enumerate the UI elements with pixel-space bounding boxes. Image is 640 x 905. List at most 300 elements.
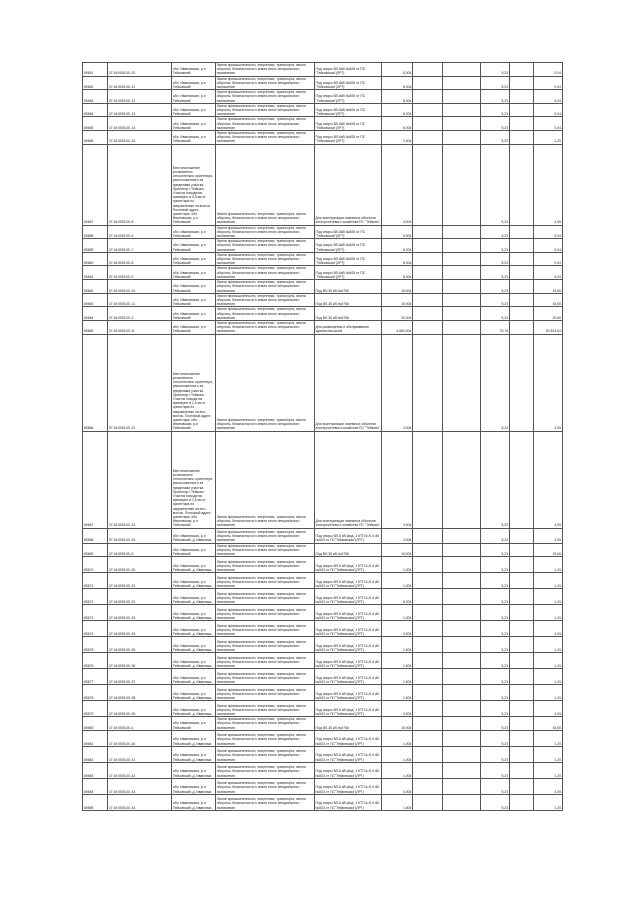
- empty-cell: [413, 225, 442, 239]
- location-cell: обл. Ивановская, р-н Тейковский, д. Ивановка: [171, 637, 215, 653]
- rate-cell: 5,23: [480, 543, 509, 557]
- value-cell: 0,04: [533, 76, 562, 90]
- land-category-cell: Земли промышленности, энергетики, транспорта, земли обороны, безопасности и земли иного специального назначения: [215, 669, 314, 685]
- permitted-use-cell: Под опоры ВЛ-6 кВ фид. 1 КТП-6 /0,4 кВ №603 от ПС"Тейковская"(ЛРТ): [314, 778, 381, 794]
- row-id-cell: 80656: [83, 131, 108, 145]
- cadastral-number-cell: 37:16:050103:-42: [107, 762, 171, 778]
- area-cell: 15,004: [381, 543, 412, 557]
- location-cell: обл. Ивановская, р-н Тейковский, д. Ивановка: [171, 730, 215, 746]
- land-category-cell: Земли промышленности, энергетики, транспорта, земли обороны, безопасности и земли иного специального назначения: [215, 573, 314, 589]
- land-category-cell: Земли промышленности, энергетики, транспорта, земли обороны, безопасности и земли иного специального назначения: [215, 589, 314, 605]
- land-category-cell: Земли промышленности, энергетики, транспорта, земли обороны, безопасности и земли иного специального назначения: [215, 746, 314, 762]
- value-cell: 1,20: [533, 557, 562, 573]
- location-cell: обл. Ивановская, р-н Тейковский, д. Ивановка: [171, 762, 215, 778]
- location-cell: обл. Ивановская, р-н Тейковский: [171, 320, 215, 334]
- rate-cell: 5,23: [480, 76, 509, 90]
- row-id-cell: 80683: [83, 762, 108, 778]
- empty-cell: [510, 131, 534, 145]
- land-category-cell: Земли промышленности, энергетики, транспорта, земли обороны, безопасности и земли иного специального назначения: [215, 528, 314, 543]
- row-id-cell: 80652: [83, 76, 108, 90]
- table-row: [83, 778, 563, 794]
- land-category-cell: Земли промышленности, энергетики, транспорта, земли обороны, безопасности и земли иного специального назначения: [215, 762, 314, 778]
- row-id-cell: 80658: [83, 225, 108, 239]
- value-cell: 1,20: [533, 669, 562, 685]
- land-category-cell: Земли промышленности, энергетики, транспорта, земли обороны, безопасности и земли иного специального назначения: [215, 239, 314, 253]
- area-cell: 8,004: [381, 225, 412, 239]
- empty-cell: [413, 701, 442, 717]
- row-id-cell: 80675: [83, 637, 108, 653]
- location-cell: обл. Ивановская, р-н Тейковский, д. Ивановка: [171, 621, 215, 637]
- rate-cell: 5,23: [480, 621, 509, 637]
- empty-cell: [413, 131, 442, 145]
- land-category-cell: Земли промышленности, энергетики, транспорта, земли обороны, безопасности и земли иного специального назначения: [215, 90, 314, 104]
- table-row: [83, 794, 563, 810]
- permitted-use-cell: Под опоры ВЛ-6 кВ фид. 1 КТП-6 /0,4 кВ №603 от ПС"Тейковская"(ЛРТ): [314, 794, 381, 810]
- rate-cell: 5,23: [480, 293, 509, 307]
- rate-cell: 5,23: [480, 307, 509, 321]
- rate-cell: 5,23: [480, 605, 509, 621]
- value-cell: 1,20: [533, 746, 562, 762]
- value-cell: 0,04: [533, 103, 562, 117]
- value-cell: 54 813,64: [533, 320, 562, 334]
- land-category-cell: Земли промышленности, энергетики, транспорта, земли обороны, безопасности и земли иного специального назначения: [215, 730, 314, 746]
- area-cell: 4,004: [381, 778, 412, 794]
- rate-cell: 5,23: [480, 557, 509, 573]
- empty-cell: [510, 76, 534, 90]
- cadastral-number-cell: 37:16:050103:-3r: [107, 320, 171, 334]
- row-id-cell: 80666: [83, 334, 108, 431]
- area-cell: 4 680,004: [381, 320, 412, 334]
- table-row: [83, 307, 563, 321]
- rate-cell: 5,23: [480, 685, 509, 701]
- empty-cell: [413, 717, 442, 731]
- empty-cell: [510, 730, 534, 746]
- empty-cell: [413, 528, 442, 543]
- area-cell: 20,004: [381, 307, 412, 321]
- table-row: [83, 76, 563, 90]
- land-category-cell: Земли промышленности, энергетики, транспорта, земли обороны, безопасности и земли иного специального назначения: [215, 252, 314, 266]
- empty-cell: [510, 334, 534, 431]
- rate-cell: 5,23: [480, 225, 509, 239]
- row-id-cell: 80669: [83, 543, 108, 557]
- land-category-cell: Земли промышленности, энергетики, транспорта, земли обороны, безопасности и земли иного специального назначения: [215, 63, 314, 77]
- table-row: [83, 669, 563, 685]
- row-id-cell: 80685: [83, 794, 108, 810]
- rate-cell: 5,23: [480, 252, 509, 266]
- table-row: [83, 334, 563, 431]
- area-cell: 8,004: [381, 90, 412, 104]
- area-cell: 1,604: [381, 794, 412, 810]
- cadastral-number-cell: 37:16:050103:-40: [107, 730, 171, 746]
- empty-cell: [510, 117, 534, 131]
- value-cell: 0,04: [533, 117, 562, 131]
- value-cell: 1,20: [533, 131, 562, 145]
- permitted-use-cell: Для эксплуатации наземных объектов электросетевого хозяйства ПС "Тейково": [314, 334, 381, 431]
- area-cell: 4,004: [381, 528, 412, 543]
- empty-cell: [413, 653, 442, 669]
- value-cell: 0,04: [533, 63, 562, 77]
- empty-cell: [442, 605, 480, 621]
- value-cell: 1,20: [533, 605, 562, 621]
- permitted-use-cell: Под опоры ВЛ-6 кВ фид. 1 КТП-6 /0,4 кВ №603 от ПС"Тейковская"(ЛРТ): [314, 730, 381, 746]
- empty-cell: [442, 701, 480, 717]
- row-id-cell: 80663: [83, 293, 108, 307]
- land-category-cell: Земли промышленности, энергетики, транспорта, земли обороны, безопасности и земли иного специального назначения: [215, 144, 314, 225]
- cadastral-number-cell: 37:16:050103:-33: [107, 605, 171, 621]
- empty-cell: [442, 730, 480, 746]
- location-cell: обл. Ивановская, р-н Тейковский, д. Ивановка: [171, 653, 215, 669]
- empty-cell: [442, 280, 480, 294]
- permitted-use-cell: Под опоры ВЛ-6 кВ фид. 1 КТП-6 /0,4 кВ №603 от ПС"Тейковская"(ЛРТ): [314, 605, 381, 621]
- area-cell: 1,604: [381, 131, 412, 145]
- land-category-cell: Земли промышленности, энергетики, транспорта, земли обороны, безопасности и земли иного специального назначения: [215, 293, 314, 307]
- cadastral-number-cell: 37:16:050103:-15: [107, 131, 171, 145]
- empty-cell: [510, 266, 534, 280]
- row-id-cell: 80655: [83, 117, 108, 131]
- rate-cell: 5,23: [480, 762, 509, 778]
- land-category-cell: Земли промышленности, энергетики, транспорта, земли обороны, безопасности и земли иного специального назначения: [215, 717, 314, 731]
- empty-cell: [510, 103, 534, 117]
- area-cell: 1,004: [381, 573, 412, 589]
- value-cell: 15,60: [533, 543, 562, 557]
- table-row: [83, 528, 563, 543]
- empty-cell: [510, 605, 534, 621]
- permitted-use-cell: Под опоры ВЛ-6 кВ фид. 1 КТП-6 /0,4 кВ №603 от ПС"Тейковская"(ЛРТ): [314, 701, 381, 717]
- land-category-cell: Земли промышленности, энергетики, транспорта, земли обороны, безопасности и земли иного специального назначения: [215, 280, 314, 294]
- rate-cell: 5,23: [480, 589, 509, 605]
- permitted-use-cell: Под ВЛ-35 кВ №6756: [314, 543, 381, 557]
- rate-cell: 5,23: [480, 637, 509, 653]
- empty-cell: [510, 63, 534, 77]
- table-row: [83, 117, 563, 131]
- row-id-cell: 80670: [83, 557, 108, 573]
- empty-cell: [510, 717, 534, 731]
- location-cell: обл. Ивановская, р-н Тейковский: [171, 717, 215, 731]
- cadastral-number-cell: 37:16:050103:-31: [107, 573, 171, 589]
- value-cell: 1,20: [533, 762, 562, 778]
- cadastral-number-cell: 37:16:050103:-11: [107, 293, 171, 307]
- table-row: [83, 762, 563, 778]
- permitted-use-cell: Под опоры ВЛ-6 кВ фид. 1 КТП-6 /0,4 кВ №603 от ПС"Тейковская"(ЛРТ): [314, 685, 381, 701]
- table-row: [83, 103, 563, 117]
- empty-cell: [413, 334, 442, 431]
- empty-cell: [442, 117, 480, 131]
- empty-cell: [510, 307, 534, 321]
- value-cell: 20,60: [533, 307, 562, 321]
- land-category-cell: Земли промышленности, энергетики, транспорта, земли обороны, безопасности и земли иного специального назначения: [215, 320, 314, 334]
- empty-cell: [510, 637, 534, 653]
- table-row: [83, 605, 563, 621]
- land-category-cell: Земли промышленности, энергетики, транспорта, земли обороны, безопасности и земли иного специального назначения: [215, 131, 314, 145]
- empty-cell: [510, 528, 534, 543]
- table-row: [83, 131, 563, 145]
- row-id-cell: 80673: [83, 605, 108, 621]
- row-id-cell: 80677: [83, 669, 108, 685]
- location-cell: обл. Ивановская, р-н Тейковский: [171, 117, 215, 131]
- empty-cell: [510, 762, 534, 778]
- table-row: [83, 637, 563, 653]
- table-row: [83, 557, 563, 573]
- row-id-cell: 80680: [83, 717, 108, 731]
- land-category-cell: Земли промышленности, энергетики, транспорта, земли обороны, безопасности и земли иного специального назначения: [215, 103, 314, 117]
- permitted-use-cell: Под опоры ВЛ-6 кВ фид. 1 КТП-6 /0,4 кВ №603 от ПС"Тейковская"(ЛРТ): [314, 573, 381, 589]
- rate-cell: 5,23: [480, 717, 509, 731]
- empty-cell: [413, 307, 442, 321]
- empty-cell: [413, 557, 442, 573]
- location-cell: обл. Ивановская, р-н Тейковский, д. Ивановка: [171, 669, 215, 685]
- row-id-cell: 80654: [83, 103, 108, 117]
- land-category-cell: Земли промышленности, энергетики, транспорта, земли обороны, безопасности и земли иного специального назначения: [215, 778, 314, 794]
- land-plots-table: [82, 62, 563, 811]
- cadastral-number-cell: 37:16:050103:-5: [107, 144, 171, 225]
- empty-cell: [413, 144, 442, 225]
- permitted-use-cell: Под опоры ВЛ-6 кВ фид. 1 КТП-6 /0,4 кВ №603 от ПС"Тейковская"(ЛРТ): [314, 621, 381, 637]
- area-cell: 8,004: [381, 252, 412, 266]
- land-category-cell: Земли промышленности, энергетики, транспорта, земли обороны, безопасности и земли иного специального назначения: [215, 117, 314, 131]
- row-id-cell: 80653: [83, 90, 108, 104]
- cadastral-number-cell: 37:16:050103:-7: [107, 239, 171, 253]
- row-id-cell: 80676: [83, 653, 108, 669]
- empty-cell: [413, 293, 442, 307]
- empty-cell: [413, 605, 442, 621]
- location-cell: обл. Ивановская, р-н Тейковский: [171, 543, 215, 557]
- permitted-use-cell: Под опоры ВЛ-6кВ №608 от ПС "Тейковская"(ЛРТ): [314, 131, 381, 145]
- row-id-cell: 80668: [83, 528, 108, 543]
- empty-cell: [442, 225, 480, 239]
- rate-cell: 5,23: [480, 90, 509, 104]
- location-cell: обл. Ивановская, р-н Тейковский: [171, 225, 215, 239]
- cadastral-number-cell: 37:16:050103:-37: [107, 669, 171, 685]
- rate-cell: 5,23: [480, 794, 509, 810]
- location-cell: Местоположение установлено относительно ориентира, расположенного за пределами участка. Ориентир г.Тейково. Участок находится примерно в 1,5 км от ориентира по направлению на юго-восток. Почтовый адрес ориентира: обл. Ивановская, р-н Тейковский: [171, 334, 215, 431]
- value-cell: 1,20: [533, 589, 562, 605]
- empty-cell: [510, 543, 534, 557]
- location-cell: обл. Ивановская, р-н Тейковский: [171, 63, 215, 77]
- row-id-cell: 80671: [83, 573, 108, 589]
- row-id-cell: 80667: [83, 431, 108, 528]
- rate-cell: 5,23: [480, 103, 509, 117]
- empty-cell: [413, 103, 442, 117]
- table-row: [83, 653, 563, 669]
- cadastral-number-cell: 37:16:050103:-24: [107, 528, 171, 543]
- empty-cell: [442, 334, 480, 431]
- permitted-use-cell: Под опоры ВЛ-6кВ №608 от ПС "Тейковская"(ЛРТ): [314, 103, 381, 117]
- cadastral-number-cell: 37:16:050103:-38: [107, 685, 171, 701]
- area-cell: 1,004: [381, 605, 412, 621]
- table-row: [83, 320, 563, 334]
- row-id-cell: 80679: [83, 701, 108, 717]
- land-category-cell: Земли промышленности, энергетики, транспорта, земли обороны, безопасности и земли иного специального назначения: [215, 543, 314, 557]
- empty-cell: [413, 794, 442, 810]
- cadastral-number-cell: 37:16:050103:-12: [107, 90, 171, 104]
- empty-cell: [442, 794, 480, 810]
- table-row: [83, 431, 563, 528]
- location-cell: обл. Ивановская, р-н Тейковский: [171, 103, 215, 117]
- rate-cell: 5,23: [480, 144, 509, 225]
- area-cell: 8,004: [381, 76, 412, 90]
- permitted-use-cell: Под опоры ВЛ-6 кВ фид. 1 КТП-6 /0,4 кВ №603 от ПС"Тейковская"(ЛРТ): [314, 762, 381, 778]
- permitted-use-cell: Под опоры ВЛ-6кВ №608 от ПС "Тейковская"(ЛРТ): [314, 90, 381, 104]
- permitted-use-cell: Под ВЛ-35 кВ №6756: [314, 717, 381, 731]
- empty-cell: [442, 103, 480, 117]
- area-cell: 8,004: [381, 63, 412, 77]
- rate-cell: 5,23: [480, 528, 509, 543]
- empty-cell: [442, 543, 480, 557]
- table-row: [83, 573, 563, 589]
- land-category-cell: Земли промышленности, энергетики, транспорта, земли обороны, безопасности и земли иного специального назначения: [215, 76, 314, 90]
- table-row: [83, 717, 563, 731]
- value-cell: 15,60: [533, 280, 562, 294]
- permitted-use-cell: Под опоры ВЛ-6 кВ фид. 1 КТП-6 /0,4 кВ №603 от ПС"Тейковская"(ЛРТ): [314, 589, 381, 605]
- row-id-cell: 80664: [83, 307, 108, 321]
- rate-cell: 5,23: [480, 63, 509, 77]
- location-cell: обл. Ивановская, р-н Тейковский: [171, 76, 215, 90]
- permitted-use-cell: Под опоры ВЛ-6 кВ фид. 1 КТП-6 /0,4 кВ №603 от ПС"Тейковская"(ЛРТ): [314, 653, 381, 669]
- rate-cell: 5,23: [480, 117, 509, 131]
- cadastral-number-cell: 37:16:050103:-35: [107, 637, 171, 653]
- empty-cell: [413, 637, 442, 653]
- table-row: [83, 225, 563, 239]
- row-id-cell: 80651: [83, 63, 108, 77]
- empty-cell: [442, 717, 480, 731]
- permitted-use-cell: Для размещения и обслуживания здания насосной: [314, 320, 381, 334]
- cadastral-number-cell: 37:16:050103:-3: [107, 307, 171, 321]
- value-cell: 1,20: [533, 794, 562, 810]
- table-row: [83, 589, 563, 605]
- empty-cell: [442, 144, 480, 225]
- row-id-cell: 80682: [83, 746, 108, 762]
- empty-cell: [442, 90, 480, 104]
- empty-cell: [510, 225, 534, 239]
- value-cell: 4,05: [533, 621, 562, 637]
- area-cell: 4,004: [381, 334, 412, 431]
- empty-cell: [442, 431, 480, 528]
- land-category-cell: Земли промышленности, энергетики, транспорта, земли обороны, безопасности и земли иного специального назначения: [215, 701, 314, 717]
- cadastral-number-cell: 37:16:050103:-8: [107, 252, 171, 266]
- rate-cell: 5,23: [480, 701, 509, 717]
- empty-cell: [413, 778, 442, 794]
- empty-cell: [510, 685, 534, 701]
- permitted-use-cell: Под ВЛ-35 кВ №6756: [314, 293, 381, 307]
- area-cell: 1,004: [381, 746, 412, 762]
- empty-cell: [442, 778, 480, 794]
- empty-cell: [510, 589, 534, 605]
- empty-cell: [510, 669, 534, 685]
- empty-cell: [510, 701, 534, 717]
- area-cell: 1,004: [381, 557, 412, 573]
- row-id-cell: 80665: [83, 320, 108, 334]
- empty-cell: [510, 621, 534, 637]
- land-category-cell: Земли промышленности, энергетики, транспорта, земли обороны, безопасности и земли иного специального назначения: [215, 605, 314, 621]
- rate-cell: 5,23: [480, 239, 509, 253]
- land-category-cell: Земли промышленности, энергетики, транспорта, земли обороны, безопасности и земли иного специального назначения: [215, 266, 314, 280]
- area-cell: 4,004: [381, 144, 412, 225]
- cadastral-number-cell: 37:16:050103:-32: [107, 589, 171, 605]
- empty-cell: [510, 293, 534, 307]
- value-cell: 1,20: [533, 653, 562, 669]
- rate-cell: 5,23: [480, 573, 509, 589]
- permitted-use-cell: Под опоры ВЛ-6 кВ фид. 1 КТП-6 /0,4 кВ №603 от ПС"Тейковская"(ЛРТ): [314, 557, 381, 573]
- empty-cell: [442, 573, 480, 589]
- empty-cell: [442, 307, 480, 321]
- cadastral-number-cell: 37:16:050103:-14: [107, 117, 171, 131]
- rate-cell: 5,23: [480, 778, 509, 794]
- permitted-use-cell: Под опоры ВЛ-6кВ №608 от ПС "Тейковская"(ЛРТ): [314, 76, 381, 90]
- location-cell: Местоположение установлено относительно ориентира, расположенного за пределами участка. Ориентир г.Тейково. Участок находится примерно в 1,5 км от ориентира по направлению на юго-восток. Почтовый адрес ориентира: обл. Ивановская, р-н Тейковский: [171, 431, 215, 528]
- empty-cell: [510, 573, 534, 589]
- rate-cell: 5,23: [480, 280, 509, 294]
- cadastral-number-cell: 37:16:050103:-5: [107, 543, 171, 557]
- value-cell: 0,04: [533, 239, 562, 253]
- row-id-cell: 80684: [83, 778, 108, 794]
- permitted-use-cell: Под опоры ВЛ-6кВ №608 от ПС "Тейковская"(ЛРТ): [314, 266, 381, 280]
- location-cell: обл. Ивановская, р-н Тейковский, д. Ивановка: [171, 778, 215, 794]
- location-cell: обл. Ивановская, р-н Тейковский, д. Ивановка: [171, 685, 215, 701]
- rate-cell: 75,76: [480, 320, 509, 334]
- empty-cell: [510, 239, 534, 253]
- empty-cell: [510, 653, 534, 669]
- empty-cell: [442, 239, 480, 253]
- permitted-use-cell: Под ВЛ-35 кВ №6756: [314, 307, 381, 321]
- value-cell: 1,20: [533, 573, 562, 589]
- cadastral-number-cell: 37:16:050103:-6: [107, 225, 171, 239]
- empty-cell: [413, 280, 442, 294]
- empty-cell: [442, 589, 480, 605]
- cadastral-number-cell: 37:16:050103:-36: [107, 653, 171, 669]
- row-id-cell: 80657: [83, 144, 108, 225]
- table-row: [83, 746, 563, 762]
- area-cell: 8,004: [381, 266, 412, 280]
- table-row: [83, 730, 563, 746]
- area-cell: 8,004: [381, 103, 412, 117]
- rate-cell: 5,23: [480, 653, 509, 669]
- empty-cell: [413, 320, 442, 334]
- empty-cell: [413, 730, 442, 746]
- permitted-use-cell: Под опоры ВЛ-6 кВ фид. 1 КТП-6 /0,4 кВ №603 от ПС"Тейковская"(ЛРТ): [314, 746, 381, 762]
- value-cell: 0,04: [533, 90, 562, 104]
- table-row: [83, 701, 563, 717]
- row-id-cell: 80659: [83, 239, 108, 253]
- value-cell: 4,05: [533, 144, 562, 225]
- row-id-cell: 80681: [83, 730, 108, 746]
- area-cell: 4,004: [381, 431, 412, 528]
- location-cell: обл. Ивановская, р-н Тейковский, д. Ивановка: [171, 557, 215, 573]
- table-row: [83, 90, 563, 104]
- value-cell: 4,05: [533, 431, 562, 528]
- cadastral-number-cell: 37:16:050103:-43: [107, 778, 171, 794]
- row-id-cell: 80672: [83, 589, 108, 605]
- land-category-cell: Земли промышленности, энергетики, транспорта, земли обороны, безопасности и земли иного специального назначения: [215, 794, 314, 810]
- empty-cell: [442, 63, 480, 77]
- empty-cell: [442, 320, 480, 334]
- table-row: [83, 543, 563, 557]
- value-cell: 4,05: [533, 701, 562, 717]
- cadastral-number-cell: 37:16:050103:-4: [107, 717, 171, 731]
- empty-cell: [510, 252, 534, 266]
- location-cell: обл. Ивановская, р-н Тейковский: [171, 90, 215, 104]
- table-row: [83, 144, 563, 225]
- area-cell: 1,604: [381, 669, 412, 685]
- location-cell: обл. Ивановская, р-н Тейковский, д. Ивановка: [171, 701, 215, 717]
- empty-cell: [413, 573, 442, 589]
- cadastral-number-cell: 37:16:050103:-39: [107, 701, 171, 717]
- empty-cell: [510, 778, 534, 794]
- empty-cell: [413, 90, 442, 104]
- empty-cell: [413, 117, 442, 131]
- permitted-use-cell: Под опоры ВЛ-6кВ №608 от ПС "Тейковская"(ЛРТ): [314, 63, 381, 77]
- empty-cell: [442, 266, 480, 280]
- empty-cell: [510, 144, 534, 225]
